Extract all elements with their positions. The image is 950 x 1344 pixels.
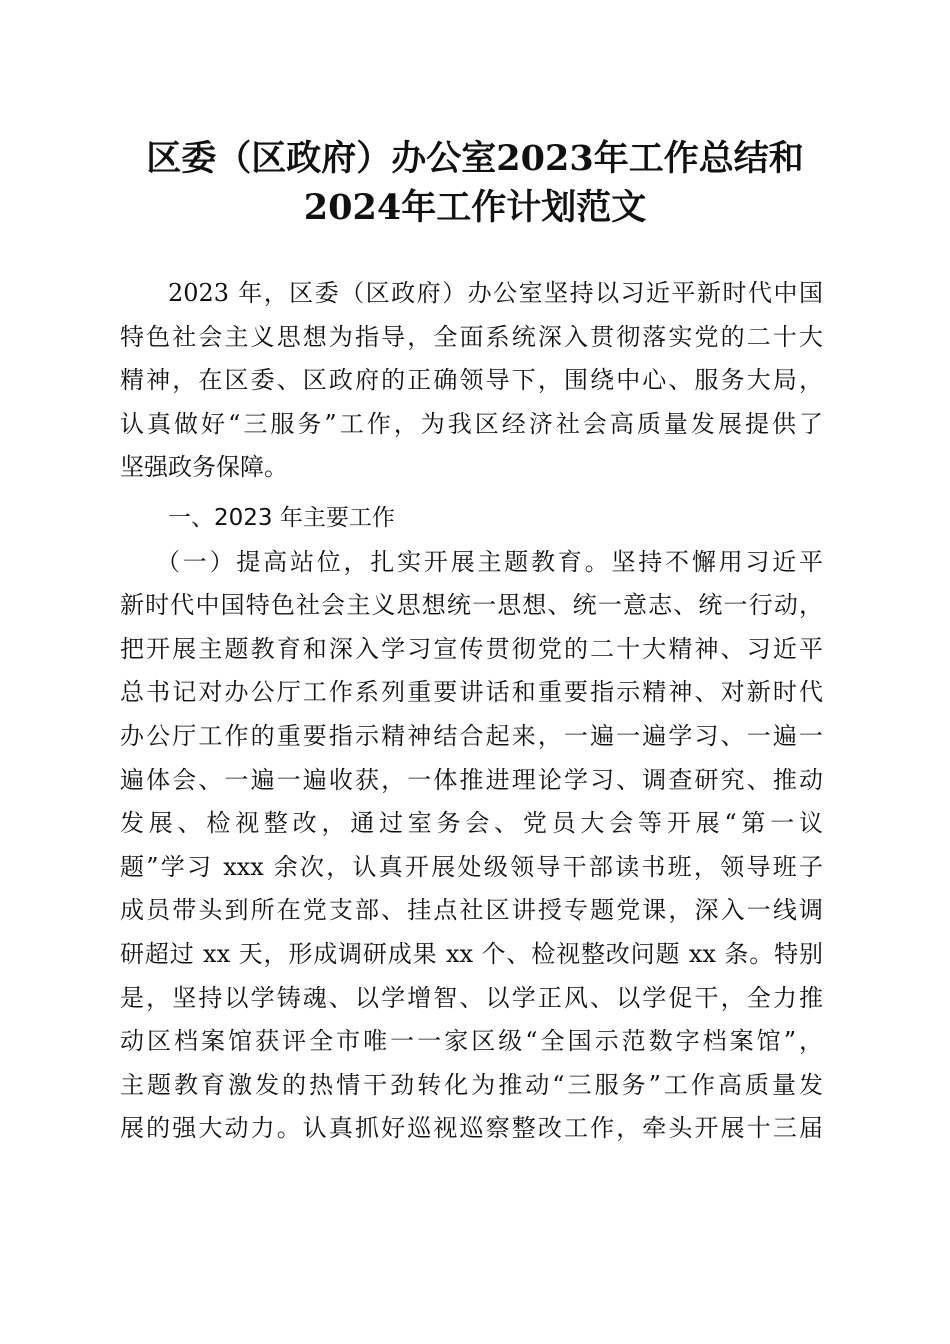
paragraph-line: （一）提高站位，扎实开展主题教育。坚持不懈用习近平 — [156, 547, 823, 576]
title-line: 2024年工作计划范文 — [303, 187, 647, 228]
paragraph-line: 新时代中国特色社会主义思想统一思想、统一意志、统一行动， — [120, 591, 823, 620]
paragraph-line: 把开展主题教育和深入学习宣传贯彻党的二十大精神、习近平 — [120, 634, 823, 663]
paragraph-line: 认真做好“三服务”工作，为我区经济社会高质量发展提供了 — [120, 409, 823, 438]
paragraph-line: 是，坚持以学铸魂、以学增智、以学正风、以学促干，全力推 — [120, 983, 823, 1012]
paragraph-line: 动区档案馆获评全市唯一一家区级“全国示范数字档案馆”， — [120, 1027, 823, 1056]
paragraph-line: 主题教育激发的热情干劲转化为推动“三服务”工作高质量发 — [120, 1070, 823, 1099]
paragraph-line: 题”学习 xxx 余次，认真开展处级领导干部读书班，领导班子 — [120, 852, 823, 881]
section1-paragraph — [120, 541, 823, 1151]
paragraph-line: 特色社会主义思想为指导，全面系统深入贯彻落实党的二十大 — [120, 322, 823, 351]
spacer — [120, 490, 823, 497]
paragraph-line: 办公厅工作的重要指示精神结合起来，一遍一遍学习、一遍一 — [120, 721, 823, 750]
paragraph-line: 研超过 xx 天，形成调研成果 xx 个、检视整改问题 xx 条。特别 — [120, 939, 823, 968]
paragraph-line: 2023 年，区委（区政府）办公室坚持以习近平新时代中国 — [168, 279, 823, 307]
paragraph-line: 发展、检视整改，通过室务会、党员大会等开展“第一议 — [120, 809, 823, 838]
paragraph-line: 坚强政务保障。 — [120, 453, 288, 482]
paragraph-line: 总书记对办公厅工作系列重要讲话和重要指示精神、对新时代 — [120, 678, 823, 707]
document-body — [120, 272, 823, 1151]
paragraph-line: 精神，在区委、区政府的正确领导下，围绕中心、服务大局， — [120, 366, 823, 395]
section-heading: 一、2023 年主要工作 — [168, 504, 395, 531]
document-title — [100, 134, 850, 232]
paragraph-line: 成员带头到所在党支部、挂点社区讲授专题党课，深入一线调 — [120, 896, 823, 925]
paragraph-line: 遍体会、一遍一遍收获，一体推进理论学习、调查研究、推动 — [120, 765, 823, 794]
title-line: 区委（区政府）办公室2023年工作总结和 — [146, 138, 804, 179]
paragraph-line: 展的强大动力。认真抓好巡视巡察整改工作，牵头开展十三届 — [120, 1114, 823, 1143]
intro-paragraph — [120, 272, 823, 490]
